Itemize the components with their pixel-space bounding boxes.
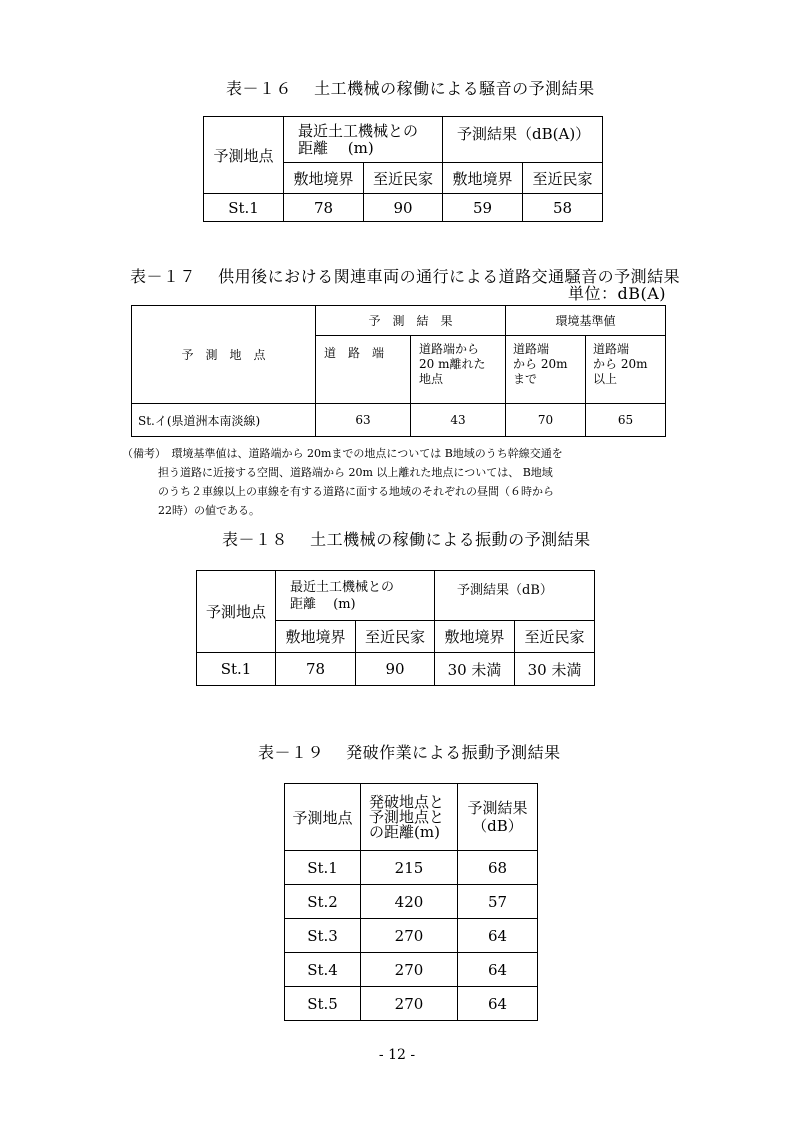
table-cell: 90 [356, 653, 435, 686]
table-17 [131, 305, 666, 437]
header-distance: 最近土工機械との 距離 (m) [276, 571, 435, 621]
header-distance: 最近土工機械との 距離 (m) [284, 117, 443, 163]
header-point: 予 測 地 点 [132, 306, 316, 404]
table-cell: 70 [506, 404, 586, 437]
table-cell: St.イ(県道洲本南淡線) [132, 404, 316, 437]
sub-header: 道路端から 20 m離れた 地点 [411, 336, 506, 404]
sub-header: 敷地境界 [443, 163, 523, 194]
table-cell: 43 [411, 404, 506, 437]
table-cell: St.1 [285, 851, 361, 885]
sub-header: 道路端 から 20m 以上 [586, 336, 666, 404]
table-cell: 64 [458, 987, 538, 1021]
header-result: 予測結果（dB(A)） [443, 117, 603, 163]
sub-header: 道 路 端 [316, 336, 411, 404]
table-17-title: 表－１７ 供用後における関連車両の通行による道路交通騒音の予測結果 [130, 267, 681, 286]
table-cell: 58 [523, 194, 603, 222]
table-cell: 68 [458, 851, 538, 885]
table-16 [203, 116, 603, 222]
table-cell: 78 [284, 194, 364, 222]
page-number: - 12 - [378, 1047, 416, 1063]
table-cell: 78 [276, 653, 356, 686]
table-cell: St.4 [285, 953, 361, 987]
table-18-title: 表－１８ 土工機械の稼働による振動の予測結果 [222, 530, 591, 549]
table-cell: 64 [458, 919, 538, 953]
header-result: 予 測 結 果 [316, 306, 506, 336]
table-cell: 90 [364, 194, 443, 222]
header-result: 予測結果 （dB） [458, 784, 538, 851]
table-cell: 57 [458, 885, 538, 919]
table-18 [196, 570, 595, 686]
table-cell: 270 [361, 919, 458, 953]
header-env-standard: 環境基準値 [506, 306, 666, 336]
header-distance: 発破地点と 予測地点と の距離(m) [361, 784, 458, 851]
table-17-note-line: （備考） 環境基準値は、道路端から 20mまでの地点については B地域のうち幹線交通を [122, 447, 563, 460]
sub-header: 至近民家 [523, 163, 603, 194]
table-17-note-line: 22時）の値である。 [158, 504, 260, 517]
table-17-note-line: 担う道路に近接する空間、道路端から 20m 以上離れた地点については、 B地域 [158, 466, 553, 479]
table-cell: St.5 [285, 987, 361, 1021]
sub-header: 敷地境界 [435, 621, 515, 653]
sub-header: 至近民家 [364, 163, 443, 194]
table-cell: 420 [361, 885, 458, 919]
table-cell: St.3 [285, 919, 361, 953]
sub-header: 敷地境界 [284, 163, 364, 194]
table-cell: 59 [443, 194, 523, 222]
table-16-title: 表－１６ 土工機械の稼働による騒音の予測結果 [226, 79, 595, 98]
sub-header: 道路端 から 20m まで [506, 336, 586, 404]
table-cell: 270 [361, 987, 458, 1021]
table-cell: St.2 [285, 885, 361, 919]
table-cell: St.1 [204, 194, 284, 222]
table-cell: 215 [361, 851, 458, 885]
header-point: 予測地点 [204, 117, 284, 194]
sub-header: 至近民家 [515, 621, 595, 653]
table-cell: 30 未満 [515, 653, 595, 686]
header-point: 予測地点 [197, 571, 276, 653]
table-17-note-line: のうち２車線以上の車線を有する道路に面する地域のそれぞれの昼間（６時から [158, 485, 554, 498]
sub-header: 至近民家 [356, 621, 435, 653]
table-cell: 30 未満 [435, 653, 515, 686]
table-cell: 63 [316, 404, 411, 437]
table-17-unit: 単位：dB(A) [567, 284, 666, 303]
table-19-title: 表－１９ 発破作業による振動予測結果 [258, 743, 561, 762]
sub-header: 敷地境界 [276, 621, 356, 653]
table-cell: St.1 [197, 653, 276, 686]
header-point: 予測地点 [285, 784, 361, 851]
header-result: 予測結果（dB） [435, 571, 595, 621]
table-19 [284, 783, 538, 1021]
table-cell: 65 [586, 404, 666, 437]
table-cell: 270 [361, 953, 458, 987]
table-cell: 64 [458, 953, 538, 987]
